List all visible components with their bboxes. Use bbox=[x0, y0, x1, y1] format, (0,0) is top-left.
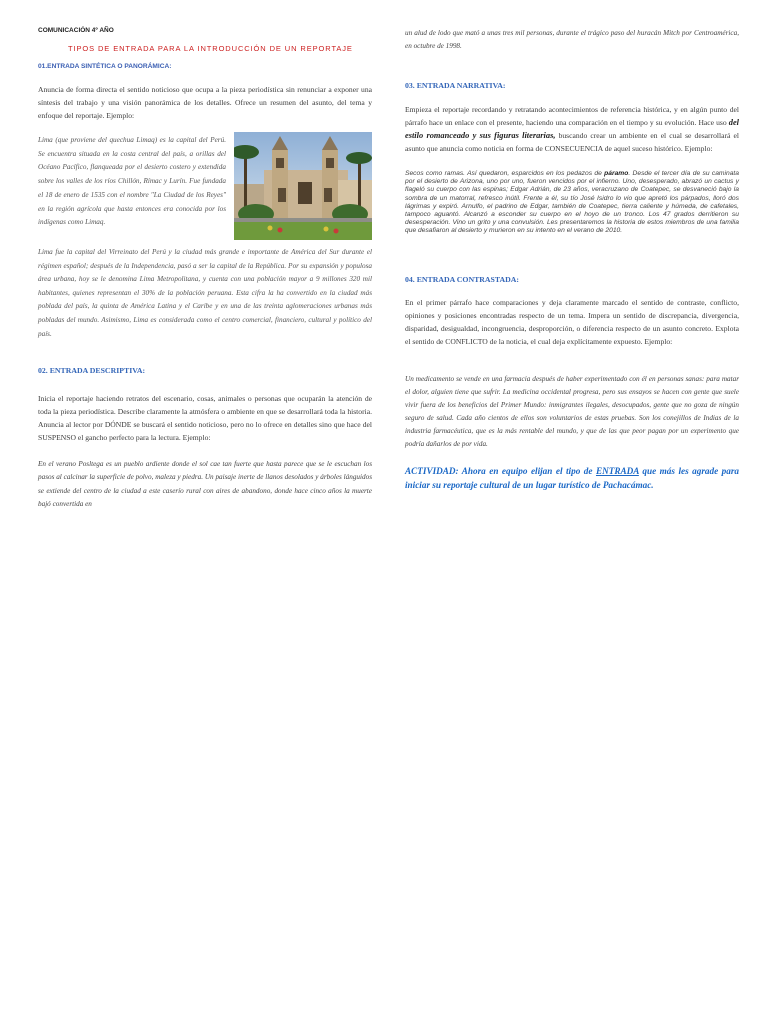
section1-heading: 01.ENTRADA SINTÉTICA O PANORÁMICA: bbox=[38, 63, 172, 70]
section3-body-post: buscando crear un ambiente en el cual se desarrollará el asunto que anuncia como noticia en forma de CONSECUENCIA de aquel suceso histórico. Ejemplo: bbox=[405, 130, 739, 153]
section2-example: En el verano Posltega es un pueblo ardiente donde el sol cae tan fuerte que hasta parece que se le escuchan los pasos al calcinar la superficie de polvo, maleza y piedra. Un paisaje inerte de llanos desolados y árboles lánguidos se extiende del centro de la ciudad a este caserío rural con aires de abandono, donde hace cinco años la muerte bajó convertida en bbox=[38, 460, 372, 508]
section1-example-part1: Lima (que proviene del quechua Limaq) es la capital del Perú. Se encuentra situada en la costa central del país, a orillas del Océano Pacífico, flanqueada por el desierto costero y extendida sobre los valles de los ríos Chillón, Rímac y Lurín. Fue fundada el 18 de enero de 1535 con el nombre "La Ciudad de los Reyes" en la región agrícola que hasta entonces era conocida por los indígenas como Limaq. bbox=[38, 136, 226, 227]
section2-body: Inicia el reportaje haciendo retratos del escenario, cosas, animales o personas que ocuparán la atención de toda la pieza periodística. Describe claramente la atmósfera o ambiente en que se desarrollará toda la historia. Anuncia al lector por DÓNDE se buscará el sentido noticioso, pero no lo ofrece en detalles sino que hace del SUSPENSO el gancho perfecto para la lectura. Ejemplo: bbox=[38, 394, 372, 442]
section3-example bbox=[405, 170, 739, 236]
document-title: TIPOS DE ENTRADA PARA LA INTRODUCCIÓN DE UN REPORTAJE bbox=[68, 44, 353, 53]
section3-body bbox=[405, 104, 739, 156]
section4-example: Un medicamento se vende en una farmacia después de haber experimentado con él en personas sanas: para matar el dolor, alguien tiene que sufrir. La medicina occidental progresa, pero sus ensayos se hacen con gente que suele vivir fuera de los beneficios del Primer Mundo: inmigrantes ilegales, desocupados, gente que no goza de ningún seguro de salud. Cada año cientos de ellos son voluntarios de estas pruebas. Son los conejillos de Indias de la industria farmacéutica, que es la más rentable del mundo, y que de las que peor pagan por un experimento que podría dañarlos de por vida. bbox=[405, 375, 739, 449]
section4-body: En el primer párrafo hace comparaciones y deja claramente marcado el sentido de contraste, conflicto, opiniones y posiciones encontradas respecto de un tema. Impera un sentido de discrepancia, divergencia, disparidad, desigualdad, incongruencia, desproporción, o diferencia respecto de un asunto concreto. Explota el sentido de CONFLICTO de la noticia, el cual deja explícitamente expuesto. Ejemplo: bbox=[405, 298, 739, 346]
section4-heading: 04. ENTRADA CONTRASTADA: bbox=[405, 275, 520, 284]
section3-example-pre: Secos como ramas. Así quedaron, esparcidos en los pedazos de bbox=[405, 170, 602, 177]
section3-example-bold: páramo bbox=[604, 170, 629, 177]
section3-example-post: . Desde el tercer día de su caminata por el desierto de Arizona, uno por uno, fueron vencidos por el infierno. Uno, desesperado, abrazó un cactus y flageló su cuerpo con las espinas; Edgar Adrián, de 23 años, veracruzano de Coatepec, se desvaneció bajo la sombra de un matorral, refresco inútil. Frente a él, su tío José Isidro lo vio que apretó los párpados, lloró dos lágrimas y expiró. Arnulfo, el padrino de Edgar, también de Coatepec, tierra caliente y húmeda, de cafetales, tampoco aguantó. Alcanzó a esconder su cuerpo en el hoyo de un tronco. Los 47 grados derritieron su desesperación. Vino un grito y una convulsión. Les presentaremos la historia de estos miembros de una familia que desafiaron al desierto y murieron en su intento en el verano de 2010. bbox=[405, 170, 740, 235]
activity-post: que más les agrade para iniciar su reportaje cultural de un lugar turístico de Pachacámac. bbox=[405, 466, 740, 490]
section1-body: Anuncia de forma directa el sentido noticioso que ocupa a la pieza periodística sin renunciar a exponer una síntesis del trabajo y una visión panorámica de los detalles. Ofrece un resumen del asunto, del tema y enfoque del reportaje. Ejemplo: bbox=[38, 85, 372, 120]
section3-body-bold: del estilo romanceado y sus figuras literarias, bbox=[405, 117, 740, 140]
section1-example-part2: Lima fue la capital del Virreinato del Perú y la ciudad más grande e importante de América del Sur durante el régimen español; después de la Independencia, pasó a ser la capital de la República. Por su expansión y populosa área urbana, hoy se le denomina Lima Metropolitana, y cuenta con una población mayor a 9 millones 320 mil habitantes, quienes representan el 30% de la población peruana. Esta cifra la ha convertido en la ciudad más poblada del país, la quinta de América Latina y el Caribe y en una de las treinta aglomeraciones urbanas más pobladas del mundo. Asimismo, Lima es considerada como el centro comercial, financiero, cultural y político del país. bbox=[38, 248, 372, 338]
lima-cathedral-photo bbox=[234, 132, 372, 240]
section3-heading: 03. ENTRADA NARRATIVA: bbox=[405, 81, 506, 90]
section3-body-pre: Empieza el reportaje recordando y retratando acontecimientos de referencia histórica, y en algún punto del párrafo hace un enlace con el presente, haciendo una comparación en el tiempo y su evolución. Hace uso bbox=[405, 105, 739, 127]
activity-instructions bbox=[405, 465, 739, 492]
activity-pre: ACTIVIDAD: Ahora en equipo elijan el tipo de bbox=[405, 466, 593, 476]
course-label: COMUNICACIÓN 4º AÑO bbox=[38, 27, 114, 34]
section2-heading: 02. ENTRADA DESCRIPTIVA: bbox=[38, 366, 146, 375]
section2-example-continued: un alud de lodo que mató a unas tres mil personas, durante el trágico paso del huracán Mitch por Centroamérica, en octubre de 1998. bbox=[405, 29, 739, 51]
activity-underlined: ENTRADA bbox=[595, 466, 639, 476]
